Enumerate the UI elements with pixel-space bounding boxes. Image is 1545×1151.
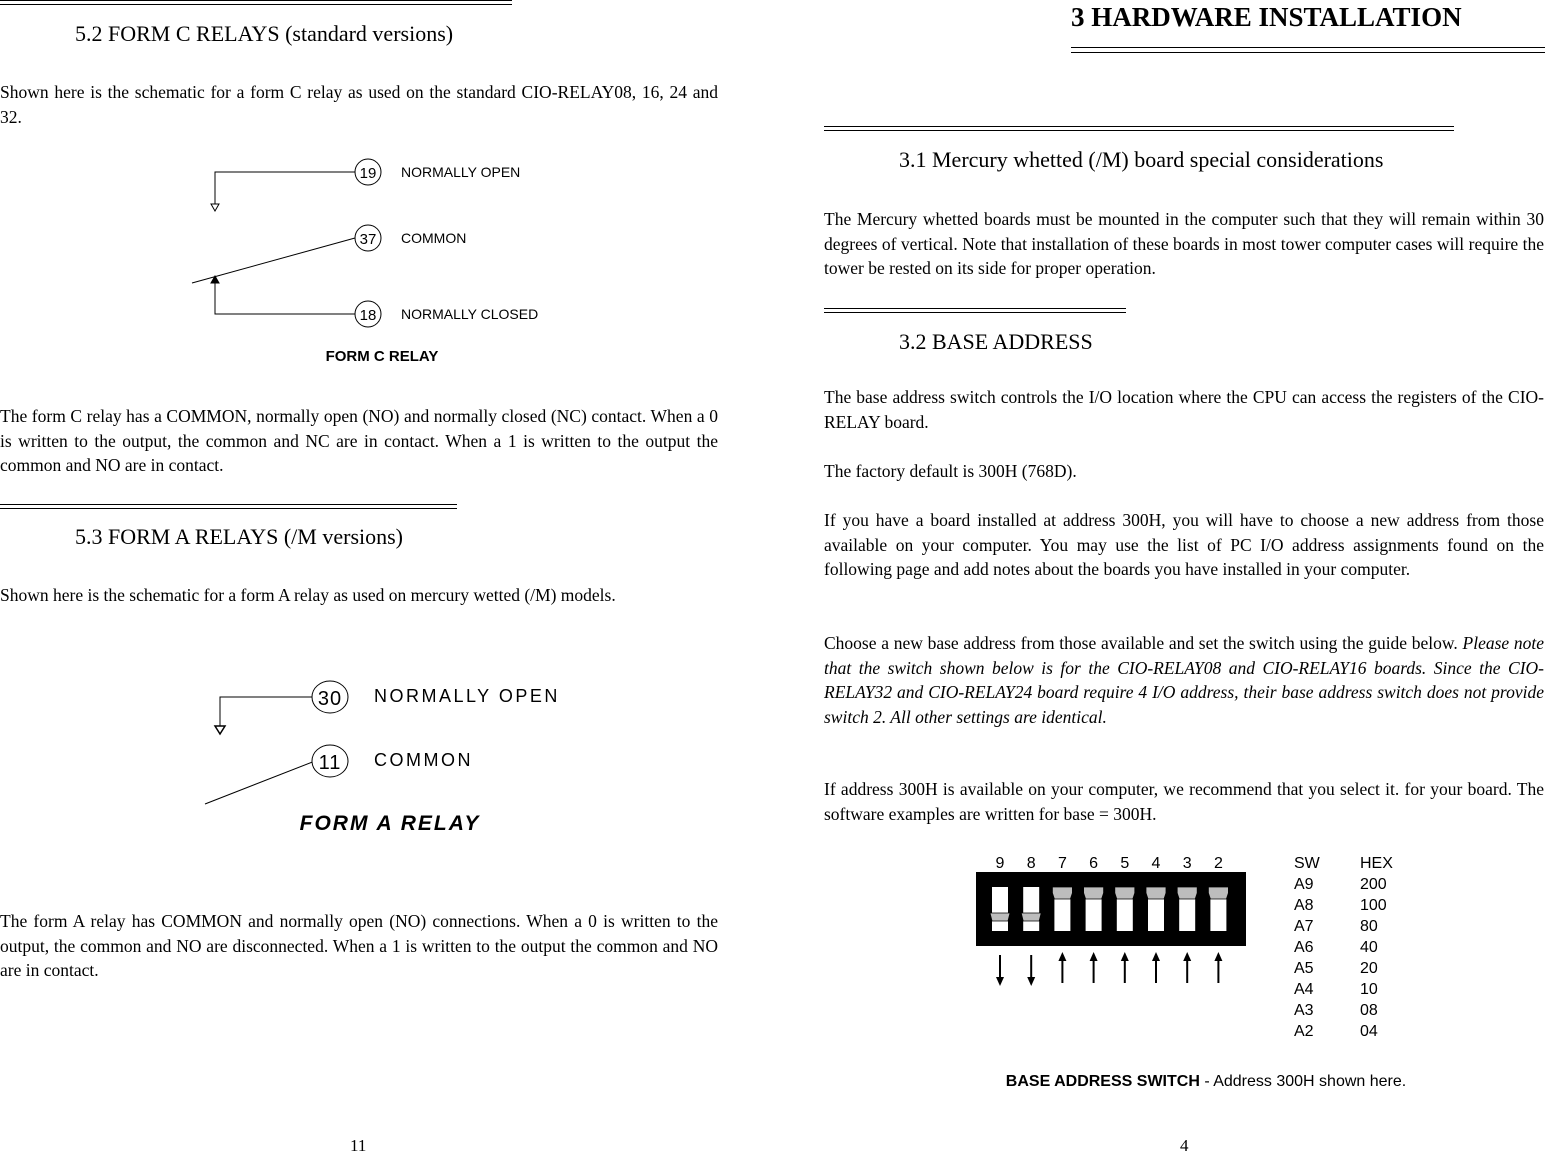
- hex-value: 20: [1360, 960, 1378, 977]
- switch-slot-9: [992, 887, 1008, 931]
- normally-open-contact-arrow: [215, 726, 225, 734]
- section-3-2-p4-plain: Choose a new base address from those available and set the switch using the guide below.: [824, 633, 1463, 653]
- address-line-label: A9: [1294, 876, 1314, 893]
- address-line-label: A6: [1294, 939, 1314, 956]
- hex-value: 200: [1360, 876, 1387, 893]
- hex-value: 04: [1360, 1023, 1378, 1040]
- hex-value: 10: [1360, 981, 1378, 998]
- switch-number-7: 7: [1057, 855, 1067, 872]
- section-3-2-heading: 3.2 BASE ADDRESS: [899, 329, 1093, 354]
- switch-actuator-7[interactable]: [1052, 887, 1072, 899]
- pin-30-number: 30: [317, 688, 343, 710]
- switch-arrowhead-2: [1214, 952, 1222, 961]
- section-5-3-body: The form A relay has COMMON and normally open (NO) connections. When a 0 is written to the output, the common and NO are disconnected. When a 1 is written to the output the common and NO are in contact.: [0, 911, 718, 980]
- pin-11-number: 11: [318, 752, 342, 774]
- chapter-title: 3 HARDWARE INSTALLATION: [1071, 2, 1462, 32]
- section-5-2-heading: 5.2 FORM C RELAYS (standard versions): [75, 21, 454, 46]
- switch-arrowhead-8: [1027, 977, 1035, 986]
- section-rule: [824, 126, 1454, 131]
- section-3-2-p1: The base address switch controls the I/O location where the CPU can access the registers of the CIO-RELAY board.: [824, 387, 1544, 432]
- section-3-1-heading: 3.1 Mercury whetted (/M) board special considerations: [899, 147, 1384, 172]
- normally-closed-label: NORMALLY CLOSED: [401, 306, 539, 322]
- address-line-label: A7: [1294, 918, 1314, 935]
- form-c-relay-diagram: [180, 150, 580, 370]
- normally-open-lead: [215, 172, 355, 205]
- common-arm: [205, 761, 315, 804]
- hex-value: 08: [1360, 1002, 1378, 1019]
- pin-18-number: 18: [359, 307, 377, 324]
- page-number-left: 11: [350, 1136, 367, 1151]
- section-rule: [0, 504, 457, 509]
- normally-open-lead: [220, 697, 313, 726]
- switch-actuator-6[interactable]: [1084, 887, 1104, 899]
- normally-closed-lead: [215, 282, 355, 314]
- switch-number-9: 9: [995, 855, 1005, 872]
- switch-arrowhead-3: [1183, 952, 1191, 961]
- page-number-right: 4: [1180, 1136, 1189, 1151]
- address-line-label: A2: [1294, 1023, 1314, 1040]
- section-5-2-body: The form C relay has a COMMON, normally open (NO) and normally closed (NC) contact. When a 0 is written to the output, the common and NC are in contact. When a 1 is written to the output the common and NO are in contact.: [0, 406, 718, 475]
- section-3-2-p2: The factory default is 300H (768D).: [824, 461, 1077, 481]
- pin-19-number: 19: [359, 165, 377, 182]
- switch-actuator-5[interactable]: [1115, 887, 1135, 899]
- switch-number-5: 5: [1120, 855, 1130, 872]
- section-5-3-intro: Shown here is the schematic for a form A relay as used on mercury wetted (/M) models.: [0, 585, 616, 605]
- hex-value: 40: [1360, 939, 1378, 956]
- normally-open-label: NORMALLY OPEN: [374, 686, 560, 706]
- section-3-2-p4-italic: Please note that the switch shown below is for the CIO-RELAY08 and CIO-RELAY16 boards. Since the CIO-RELAY32 and CIO-RELAY24 board require 4 I/O address, their base address switch does not provide switch 2. All other settings are identical.: [824, 633, 1545, 727]
- address-line-label: A8: [1294, 897, 1314, 914]
- dip-switch-body: [976, 872, 1246, 946]
- form-c-relay-caption: FORM C RELAY: [325, 348, 439, 365]
- switch-number-4: 4: [1151, 855, 1161, 872]
- section-3-1-body: The Mercury whetted boards must be mounted in the computer such that they will remain within 30 degrees of vertical. Note that installation of these boards in most tower computer cases will require the tower be rested on its side for proper operation.: [824, 209, 1544, 278]
- address-line-label: A4: [1294, 981, 1314, 998]
- switch-caption-rest: - Address 300H shown here.: [1199, 1073, 1407, 1090]
- switch-number-6: 6: [1089, 855, 1099, 872]
- section-5-2-intro: Shown here is the schematic for a form C relay as used on the standard CIO-RELAY08, 16, 24 and 32.: [0, 82, 718, 127]
- section-3-2-p5: If address 300H is available on your computer, we recommend that you select it. for your board. The software examples are written for base = 300H.: [824, 779, 1544, 824]
- switch-actuator-8[interactable]: [1021, 913, 1041, 921]
- common-arm: [192, 238, 355, 283]
- address-line-label: A3: [1294, 1002, 1314, 1019]
- switch-number-8: 8: [1026, 855, 1036, 872]
- normally-open-label: NORMALLY OPEN: [401, 164, 521, 180]
- switch-caption-bold: BASE ADDRESS SWITCH: [1005, 1073, 1200, 1090]
- hex-column-header: HEX: [1360, 855, 1393, 872]
- section-3-2-p3: If you have a board installed at address 300H, you will have to choose a new address from those available on your computer. You may use the list of PC I/O address assignments found on the following page and add notes about the boards you have installed in your computer.: [824, 510, 1544, 579]
- switch-number-2: 2: [1213, 855, 1223, 872]
- switch-arrowhead-9: [996, 977, 1004, 986]
- switch-arrowhead-7: [1058, 952, 1066, 961]
- switch-number-3: 3: [1182, 855, 1192, 872]
- switch-arrowhead-6: [1090, 952, 1098, 961]
- hex-value: 80: [1360, 918, 1378, 935]
- switch-arrowhead-5: [1121, 952, 1129, 961]
- switch-actuator-3[interactable]: [1177, 887, 1197, 899]
- common-label: COMMON: [401, 230, 467, 246]
- form-a-relay-diagram: [200, 670, 600, 840]
- switch-arrowhead-4: [1152, 952, 1160, 961]
- pin-37-number: 37: [359, 231, 377, 248]
- common-label: COMMON: [374, 750, 473, 770]
- form-a-relay-caption: FORM A RELAY: [299, 812, 481, 835]
- hex-value: 100: [1360, 897, 1387, 914]
- switch-actuator-4[interactable]: [1146, 887, 1166, 899]
- base-address-switch-diagram: [960, 845, 1460, 1100]
- chapter-rule: [1071, 47, 1545, 53]
- switch-caption: [1006, 1073, 1406, 1090]
- section-rule: [0, 0, 512, 5]
- switch-actuator-9[interactable]: [990, 913, 1010, 921]
- sw-column-header: SW: [1294, 855, 1320, 872]
- section-3-2-p4: [824, 631, 1544, 729]
- switch-actuator-2[interactable]: [1208, 887, 1228, 899]
- switch-slot-8: [1023, 887, 1039, 931]
- section-rule: [824, 308, 1126, 313]
- address-line-label: A5: [1294, 960, 1314, 977]
- section-5-3-heading: 5.3 FORM A RELAYS (/M versions): [75, 524, 404, 549]
- normally-open-contact-arrow: [211, 204, 219, 211]
